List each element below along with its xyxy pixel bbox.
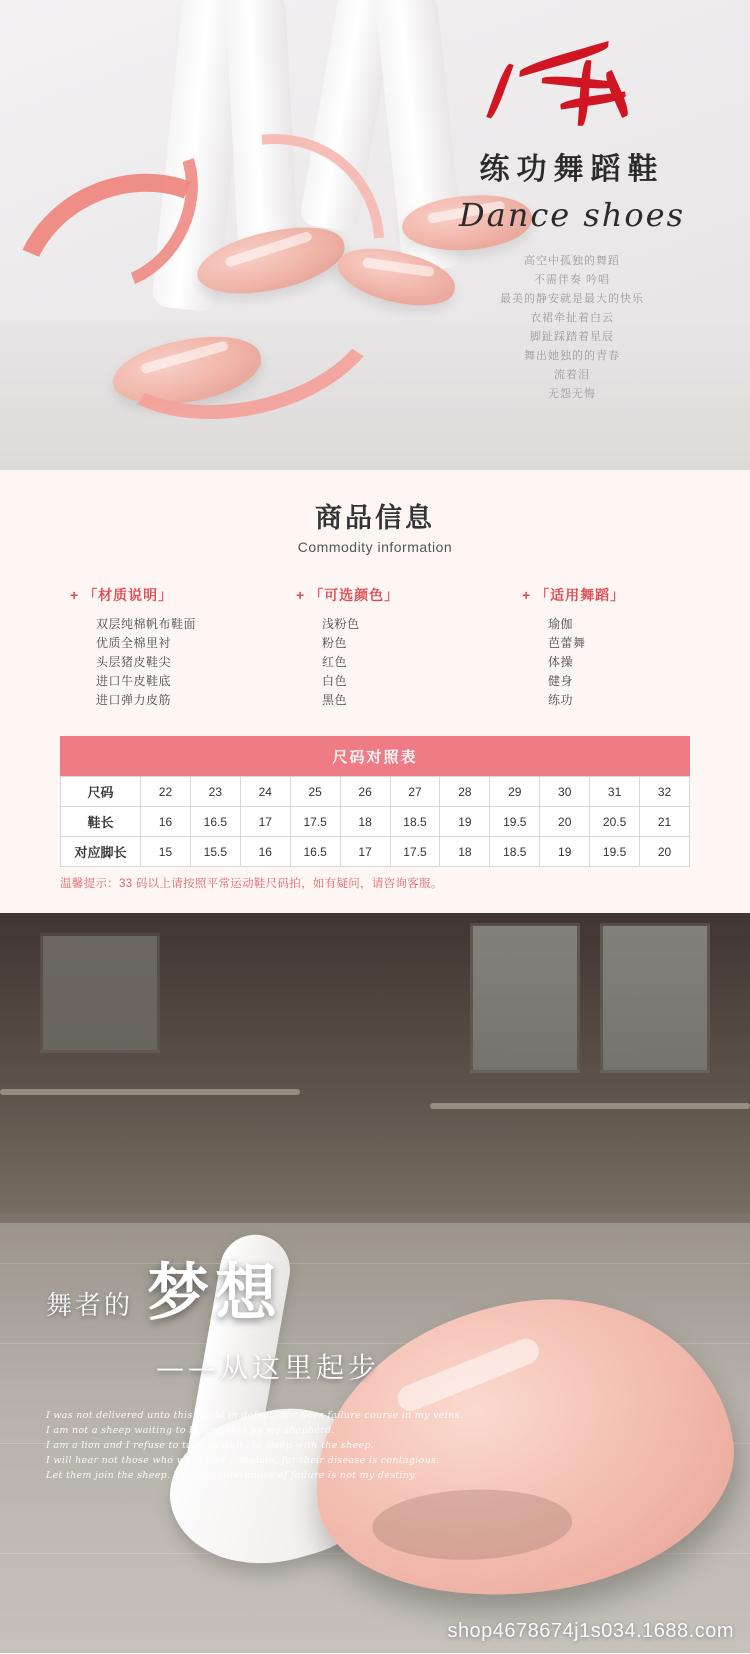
table-cell: 20.5: [590, 807, 640, 837]
hero-poem-line: 无怨无悔: [548, 388, 596, 400]
row-header: 鞋长: [61, 807, 141, 837]
hero-poem-line: 脚趾踩踏着星辰: [530, 331, 614, 343]
hero-title-en: Dance shoes: [458, 196, 686, 234]
hero-poem-line: 高空中孤独的舞蹈: [524, 255, 620, 267]
table-cell: 15.5: [190, 837, 240, 867]
table-cell: 19: [440, 807, 490, 837]
list-item: 进口牛皮鞋底: [96, 674, 172, 688]
row-header: 尺码: [61, 777, 141, 807]
bottom-poem: [46, 1408, 606, 1483]
studio-window: [40, 933, 160, 1053]
bottom-subheadline: ——从这里起步: [156, 1351, 381, 1384]
bottom-headline-big: 梦想: [147, 1256, 284, 1329]
info-column-list: [522, 615, 680, 710]
table-cell: 18: [340, 807, 390, 837]
hero-title-cn: 练功舞蹈鞋: [479, 152, 665, 187]
plus-icon: +: [70, 587, 80, 603]
table-cell: 27: [390, 777, 440, 807]
table-cell: 16: [141, 807, 191, 837]
table-cell: 17.5: [390, 837, 440, 867]
bottom-poem-line: I was not delivered unto this world in defeat, nor does failure course in my veins.: [46, 1410, 463, 1421]
table-cell: 25: [290, 777, 340, 807]
section-title-en: Commodity information: [297, 539, 453, 555]
hero-banner: [0, 0, 750, 470]
table-cell: 30: [540, 777, 590, 807]
hero-poem-line: 最美的静安就是最大的快乐: [500, 293, 644, 305]
list-item: 进口弹力皮筋: [96, 693, 172, 707]
bottom-poem-line: I will hear not those who weep and complain, for their disease is contagious.: [46, 1455, 440, 1466]
table-cell: 16.5: [290, 837, 340, 867]
info-column-heading-label: 「材质说明」: [83, 587, 174, 603]
table-cell: 17.5: [290, 807, 340, 837]
table-cell: 20: [540, 807, 590, 837]
table-cell: 16: [240, 837, 290, 867]
table-cell: 19.5: [490, 807, 540, 837]
size-chart-table: [60, 736, 690, 867]
table-cell: 15: [141, 837, 191, 867]
table-cell: 19.5: [590, 837, 640, 867]
hero-poem-line: 衣裙牵扯着白云: [530, 312, 614, 324]
ballet-barre: [430, 1103, 750, 1109]
shop-watermark: shop4678674j1s034.1688.com: [447, 1620, 734, 1642]
hero-poem: [422, 252, 722, 404]
list-item: 优质全棉里衬: [96, 636, 172, 650]
table-cell: 23: [190, 777, 240, 807]
size-chart-caption: 尺码对照表: [60, 736, 690, 776]
size-table-wrapper: [60, 736, 690, 891]
info-column-heading-label: 「可选颜色」: [309, 587, 400, 603]
info-column-colors: [296, 585, 454, 710]
commodity-information-section: [0, 470, 750, 913]
dance-calligraphy-logo-icon: [422, 52, 722, 138]
table-cell: 26: [340, 777, 390, 807]
hero-poem-line: 流着泪: [554, 369, 590, 381]
hero-poem-line: 不需伴奏 吟唱: [533, 274, 611, 286]
plus-icon: +: [296, 587, 306, 603]
table-row: [61, 837, 690, 867]
size-tip-text: 温馨提示：33 码以上请按照平常运动鞋尺码拍，如有疑问，请咨询客服。: [60, 878, 443, 890]
table-cell: 29: [490, 777, 540, 807]
list-item: 芭蕾舞: [548, 636, 586, 650]
table-cell: 32: [640, 777, 690, 807]
list-item: 体操: [548, 655, 574, 669]
list-item: 白色: [322, 674, 348, 688]
table-cell: 17: [340, 837, 390, 867]
table-cell: 18.5: [490, 837, 540, 867]
studio-window: [470, 923, 580, 1073]
list-item: 练功: [548, 693, 574, 707]
info-columns: [0, 585, 750, 710]
table-cell: 22: [141, 777, 191, 807]
plus-icon: +: [522, 587, 532, 603]
list-item: 粉色: [322, 636, 348, 650]
table-cell: 19: [540, 837, 590, 867]
info-column-heading: [522, 585, 680, 605]
info-column-heading: [70, 585, 228, 605]
table-cell: 31: [590, 777, 640, 807]
list-item: 瑜伽: [548, 617, 574, 631]
bottom-poem-line: Let them join the sheep. The slaughterhouse of failure is not my destiny.: [46, 1470, 417, 1481]
bottom-text-block: [46, 1243, 606, 1483]
table-cell: 16.5: [190, 807, 240, 837]
list-item: 头层猪皮鞋尖: [96, 655, 172, 669]
list-item: 黑色: [322, 693, 348, 707]
hero-poem-line: 舞出她独的的青春: [524, 350, 620, 362]
table-cell: 20: [640, 837, 690, 867]
bottom-poem-line: I am a lion and I refuse to talk, to walk, to sleep with the sheep.: [46, 1440, 375, 1451]
table-cell: 18.5: [390, 807, 440, 837]
info-column-list: [70, 615, 228, 710]
table-cell: 18: [440, 837, 490, 867]
table-cell: 21: [640, 807, 690, 837]
row-header: 对应脚长: [61, 837, 141, 867]
table-cell: 24: [240, 777, 290, 807]
table-row: [61, 777, 690, 807]
info-column-list: [296, 615, 454, 710]
table-row: [61, 807, 690, 837]
list-item: 红色: [322, 655, 348, 669]
bottom-headline-row: [46, 1243, 606, 1332]
bottom-headline-small: 舞者的: [46, 1291, 134, 1321]
list-item: 健身: [548, 674, 574, 688]
table-cell: 28: [440, 777, 490, 807]
info-column-heading: [296, 585, 454, 605]
table-cell: 17: [240, 807, 290, 837]
studio-window: [600, 923, 710, 1073]
section-title-cn: 商品信息: [315, 503, 435, 534]
bottom-poem-line: I am not a sheep waiting to be prodded by my shepherd.: [46, 1425, 335, 1436]
hero-text-block: [422, 52, 722, 404]
info-column-material: [70, 585, 228, 710]
bottom-lifestyle-photo: [0, 913, 750, 1653]
list-item: 双层纯棉帆布鞋面: [96, 617, 197, 631]
list-item: 浅粉色: [322, 617, 360, 631]
info-column-dance-types: [522, 585, 680, 710]
shoe-sole: [371, 1487, 573, 1564]
info-column-heading-label: 「适用舞蹈」: [535, 587, 626, 603]
ballet-barre: [0, 1089, 300, 1095]
